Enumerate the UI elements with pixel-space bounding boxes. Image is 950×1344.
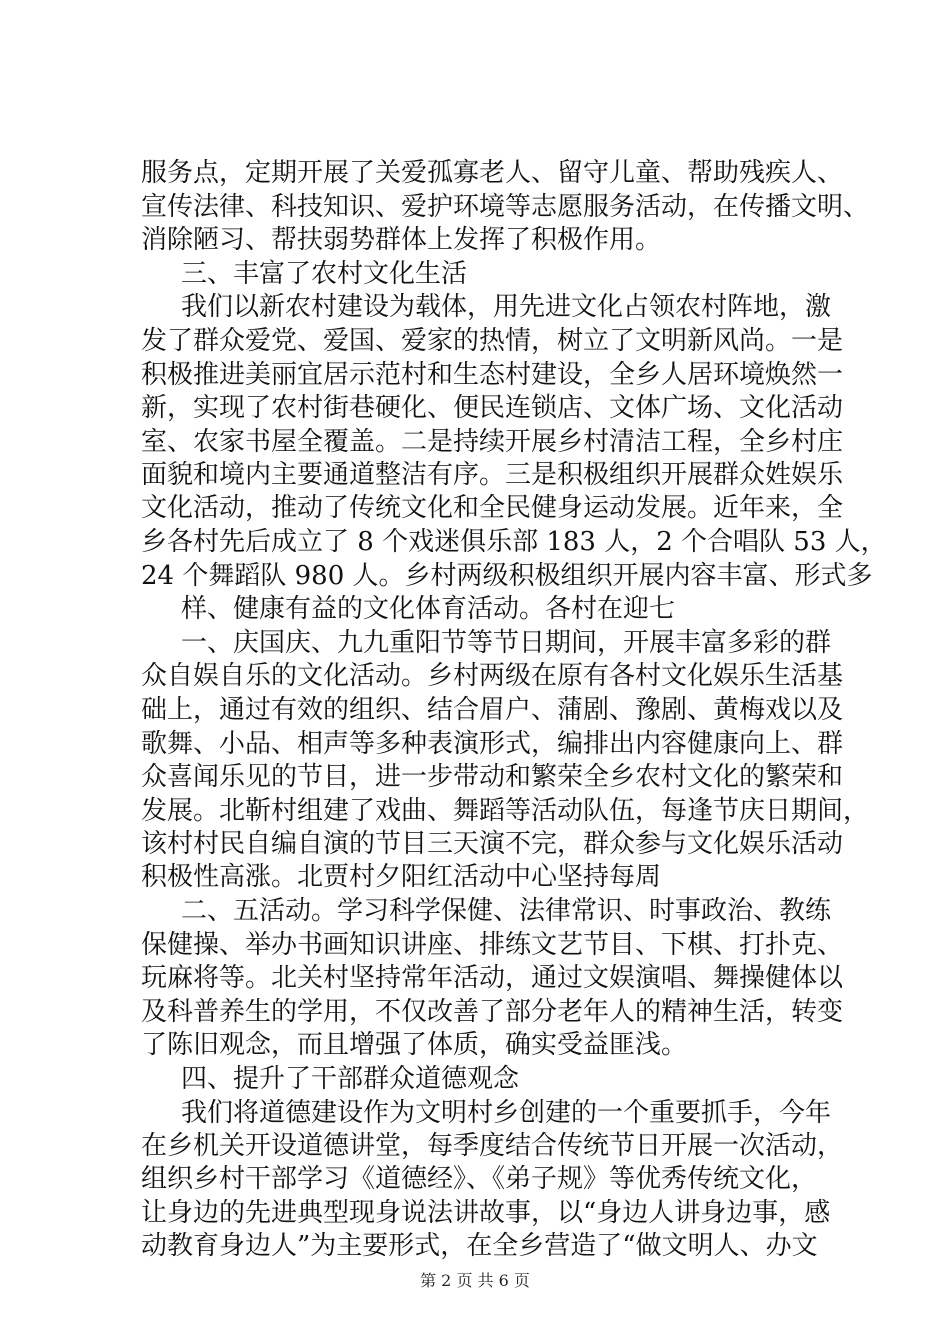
text-line: 动教育身边人”为主要形式，在全乡营造了“做文明人、办文 (141, 1231, 818, 1261)
text-line: 玩麻将等。北关村坚持常年活动，通过文娱演唱、舞操健体以 (141, 963, 844, 993)
text-line: 在乡机关开设道德讲堂，每季度结合传统节日开展一次活动， (141, 1131, 844, 1161)
section-heading: 四、提升了干部群众道德观念 (181, 1064, 520, 1094)
text-line: 歌舞、小品、相声等多种表演形式，编排出内容健康向上、群 (141, 729, 844, 759)
text-line: 我们将道德建设作为文明村乡创建的一个重要抓手，今年 (181, 1098, 832, 1128)
text-line: 服务点，定期开展了关爱孤寡老人、留守儿童、帮助残疾人、 (141, 158, 844, 188)
text-line: 发展。北靳村组建了戏曲、舞蹈等活动队伍，每逢节庆日期间， (141, 796, 870, 826)
text-line: 文化活动，推动了传统文化和全民健身运动发展。近年来，全 (141, 493, 844, 523)
text-line: 样、健康有益的文化体育活动。各村在迎七 (181, 594, 676, 624)
text-line: 积极推进美丽宜居示范村和生态村建设，全乡人居环境焕然一 (141, 360, 844, 390)
text-line: 乡各村先后成立了 8 个戏迷俱乐部 183 人，2 个合唱队 53 人， (141, 527, 887, 557)
text-line: 让身边的先进典型现身说法讲故事，以“身边人讲身边事，感 (141, 1198, 831, 1228)
text-line: 我们以新农村建设为载体，用先进文化占领农村阵地，激 (181, 292, 832, 322)
text-line: 保健操、举办书画知识讲座、排练文艺节目、下棋、打扑克、 (141, 930, 844, 960)
text-line: 24 个舞蹈队 980 人。乡村两级积极组织开展内容丰富、形式多 (141, 561, 873, 591)
text-line: 础上，通过有效的组织、结合眉户、蒲剧、豫剧、黄梅戏以及 (141, 695, 844, 725)
text-line: 众喜闻乐见的节目，进一步带动和繁荣全乡农村文化的繁荣和 (141, 762, 844, 792)
text-line: 室、农家书屋全覆盖。二是持续开展乡村清洁工程，全乡村庄 (141, 427, 844, 457)
text-line: 面貌和境内主要通道整洁有序。三是积极组织开展群众姓娱乐 (141, 460, 844, 490)
text-line: 新，实现了农村街巷硬化、便民连锁店、文体广场、文化活动 (141, 393, 844, 423)
text-line: 一、庆国庆、九九重阳节等节日期间，开展丰富多彩的群 (181, 628, 832, 658)
text-line: 发了群众爱党、爱国、爱家的热情，树立了文明新风尚。一是 (141, 326, 844, 356)
text-line: 众自娱自乐的文化活动。乡村两级在原有各村文化娱乐生活基 (141, 661, 844, 691)
page-footer: 第 2 页 共 6 页 (420, 1271, 530, 1290)
text-line: 组织乡村干部学习《道德经》、《弟子规》等优秀传统文化， (141, 1164, 818, 1194)
text-line: 及科普养生的学用，不仅改善了部分老年人的精神生活，转变 (141, 997, 844, 1027)
section-heading: 三、丰富了农村文化生活 (181, 259, 468, 289)
text-line: 该村村民自编自演的节目三天演不完，群众参与文化娱乐活动 (141, 829, 844, 859)
text-line: 了陈旧观念，而且增强了体质，确实受益匪浅。 (141, 1030, 688, 1060)
text-line: 宣传法律、科技知识、爱护环境等志愿服务活动，在传播文明、 (141, 192, 870, 222)
text-line: 积极性高涨。北贾村夕阳红活动中心坚持每周 (141, 862, 662, 892)
text-line: 消除陋习、帮扶弱势群体上发挥了积极作用。 (141, 225, 662, 255)
text-line: 二、五活动。学习科学保健、法律常识、时事政治、教练 (181, 896, 832, 926)
